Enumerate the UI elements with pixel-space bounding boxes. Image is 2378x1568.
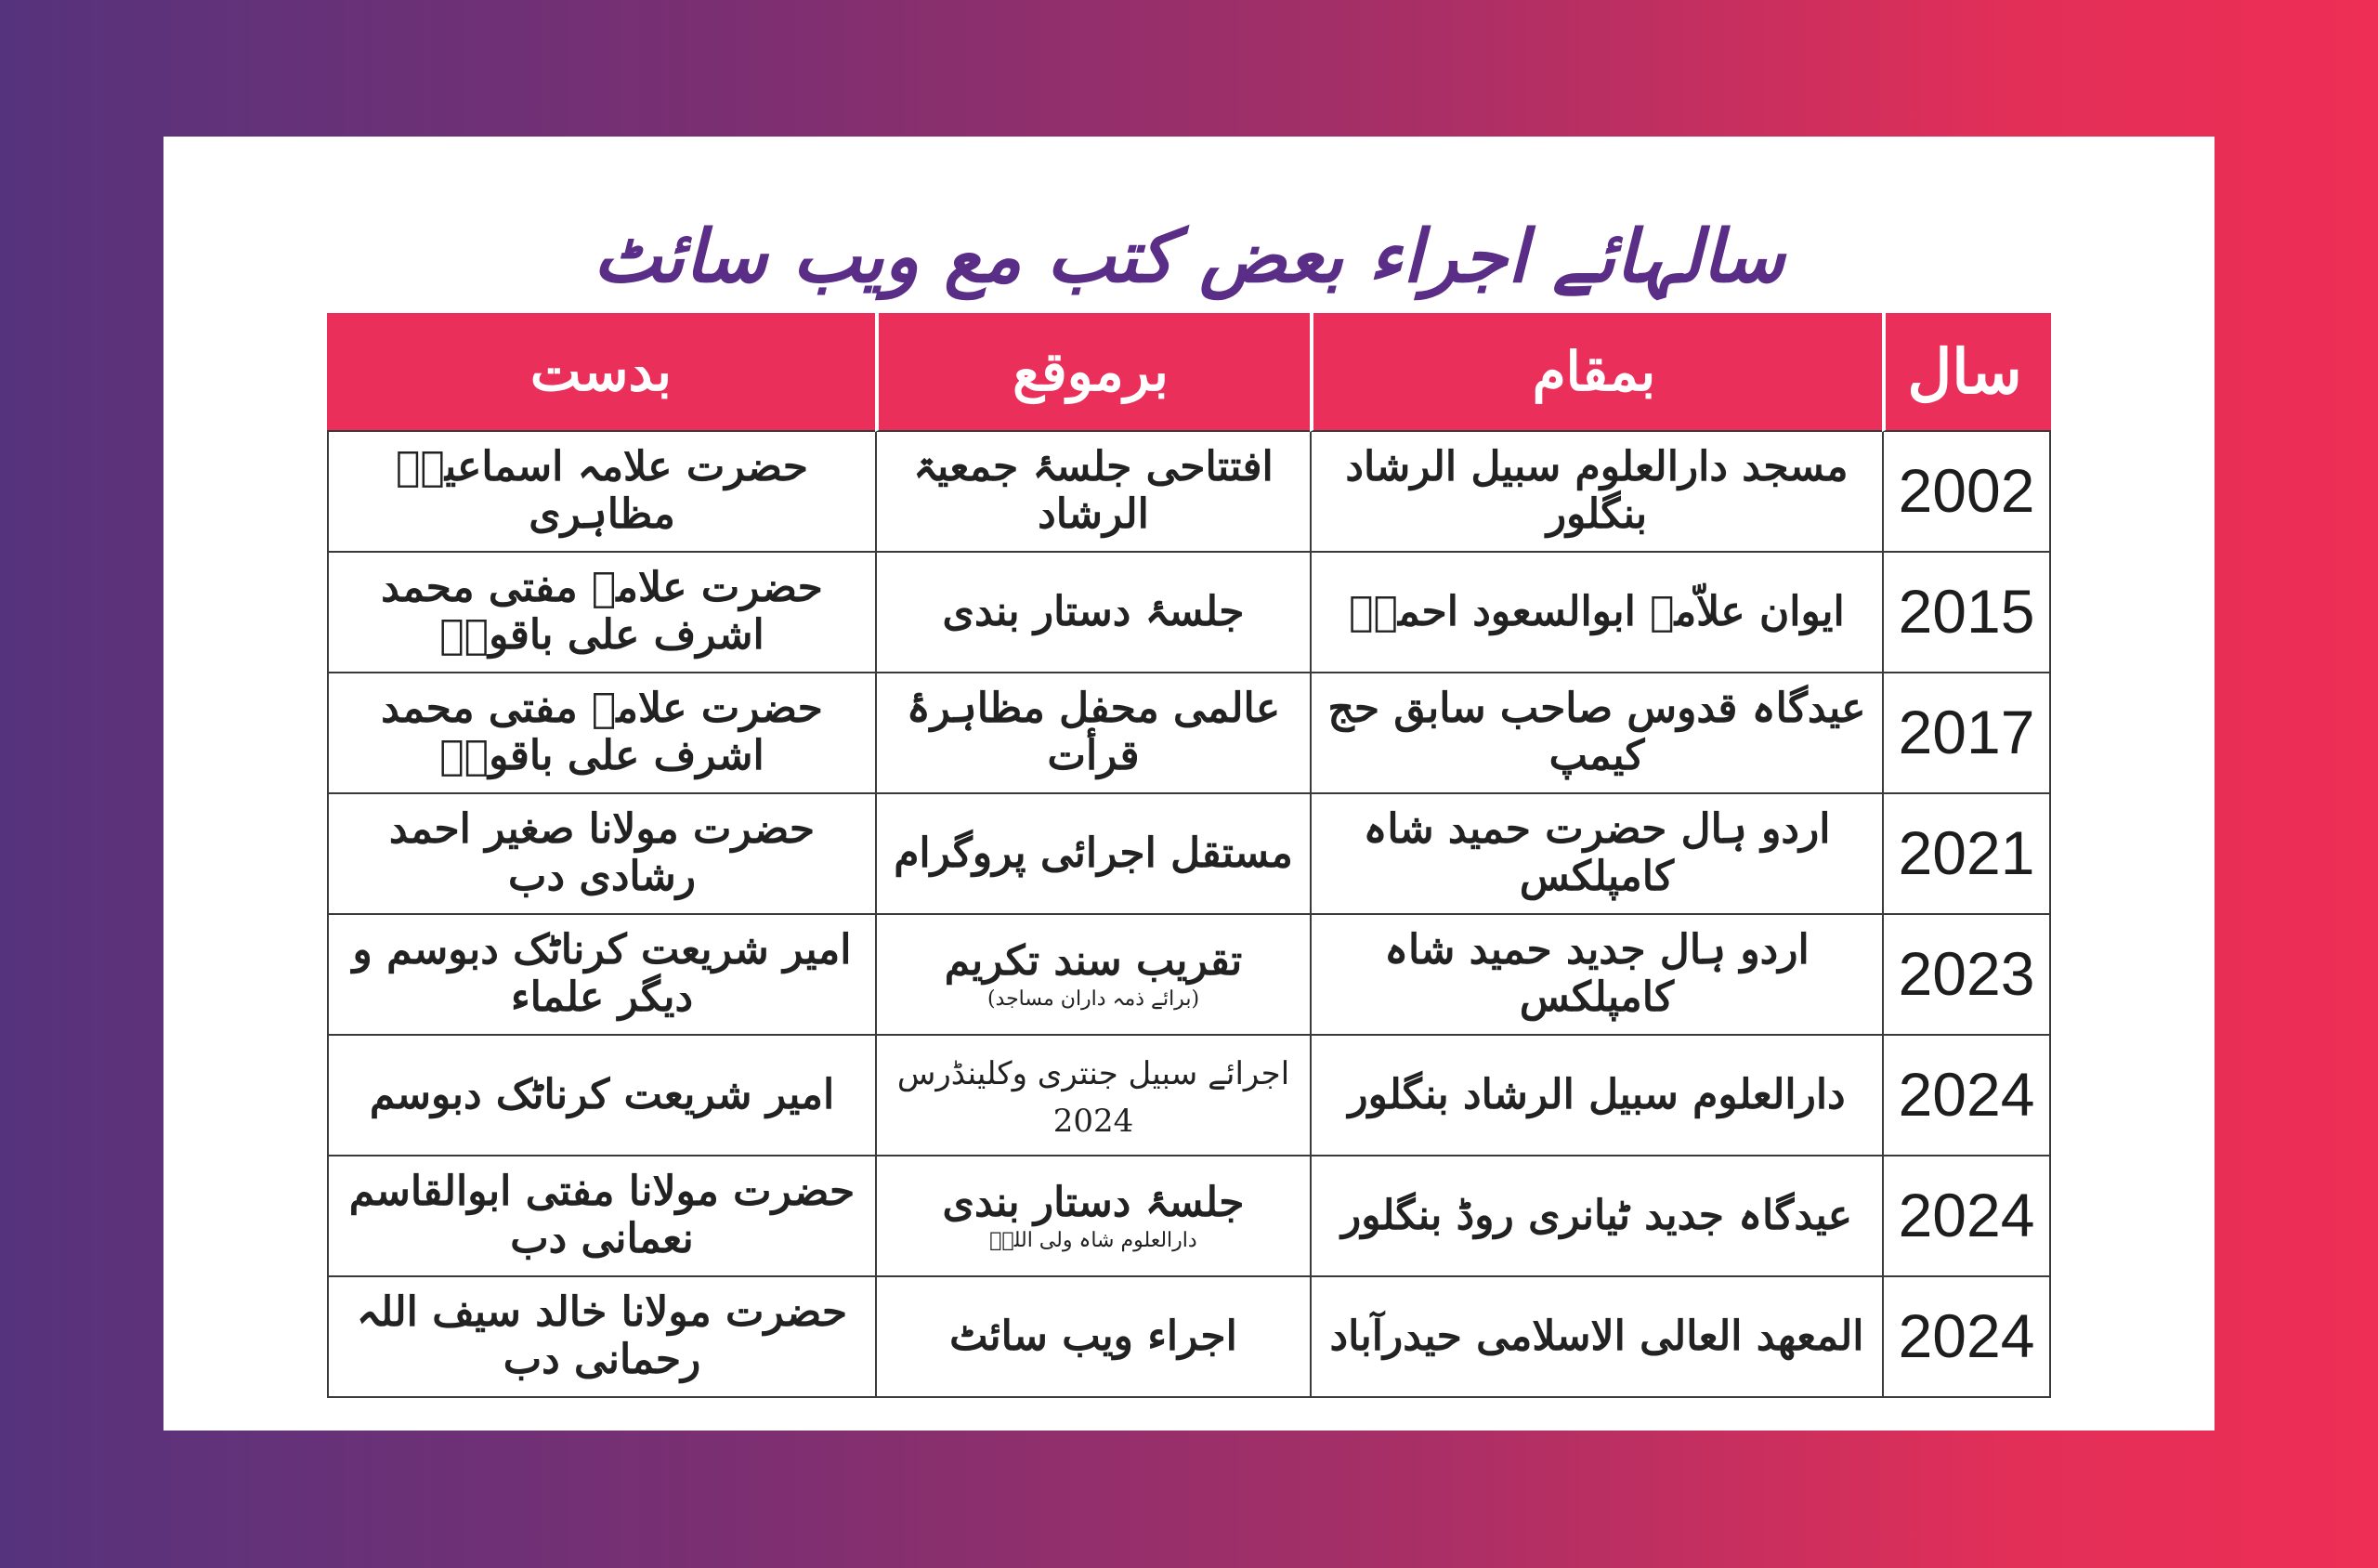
cell-year: 2002 <box>1882 432 2051 553</box>
cell-year: 2024 <box>1882 1156 2051 1277</box>
cell-year: 2023 <box>1882 915 2051 1036</box>
table-row <box>327 553 2051 673</box>
cell-year: 2024 <box>1882 1036 2051 1156</box>
cell-place: مسجد دارالعلوم سبیل الرشاد بنگلور <box>1310 432 1882 553</box>
releases-table <box>327 313 2051 1398</box>
cell-by: حضرت علامہ مفتی محمد اشرف علی باقویؒ <box>327 673 875 794</box>
cell-place: دارالعلوم سبیل الرشاد بنگلور <box>1310 1036 1882 1156</box>
cell-by: حضرت مولانا مفتی ابوالقاسم نعمانی دب <box>327 1156 875 1277</box>
occasion-main: افتتاحی جلسۂ جمعیۃ الرشاد <box>913 443 1274 538</box>
occasion-main: جلسۂ دستار بندی <box>942 587 1245 635</box>
cell-place: ایوان علاّمہ ابوالسعود احمدؒ <box>1310 553 1882 673</box>
cell-by: حضرت علامہ مفتی محمد اشرف علی باقویؒ <box>327 553 875 673</box>
cell-year: 2024 <box>1882 1277 2051 1398</box>
cell-occasion <box>875 1277 1310 1398</box>
table-row <box>327 1036 2051 1156</box>
occasion-main: اجرائے سبیل جنتری وکلینڈرس 2024 <box>896 1055 1290 1140</box>
cell-place: عیدگاہ جدید ٹیانری روڈ بنگلور <box>1310 1156 1882 1277</box>
cell-by: حضرت مولانا صغیر احمد رشادی دب <box>327 794 875 915</box>
table-row <box>327 915 2051 1036</box>
header-occasion: برموقع <box>875 313 1310 432</box>
cell-year: 2021 <box>1882 794 2051 915</box>
table-row <box>327 673 2051 794</box>
cell-occasion <box>875 794 1310 915</box>
cell-by: امیر شریعت کرناٹک دبوسم و دیگر علماء <box>327 915 875 1036</box>
cell-place: عیدگاہ قدوس صاحب سابق حج کیمپ <box>1310 673 1882 794</box>
table-row <box>327 432 2051 553</box>
table-row <box>327 1277 2051 1398</box>
occasion-subtext: دارالعلوم شاہ ولی اللہؒ <box>989 1228 1197 1252</box>
cell-place: اردو ہال حضرت حمید شاہ کامپلکس <box>1310 794 1882 915</box>
cell-by: امیر شریعت کرناٹک دبوسم <box>327 1036 875 1156</box>
cell-occasion <box>875 1036 1310 1156</box>
occasion-main: عالمی محفل مظاہرۂ قرأت <box>906 685 1281 779</box>
header-place: بمقام <box>1310 313 1882 432</box>
cell-year: 2017 <box>1882 673 2051 794</box>
cell-place: اردو ہال جدید حمید شاہ کامپلکس <box>1310 915 1882 1036</box>
cell-occasion <box>875 1156 1310 1277</box>
page-title: سالہائے اجراء بعض کتب مع ویب سائٹ <box>593 215 1785 299</box>
table-header-row <box>327 313 2051 432</box>
table-row <box>327 1156 2051 1277</box>
content-card <box>163 137 2215 1431</box>
header-year: سال <box>1882 313 2051 432</box>
occasion-main: تقریب سند تکریم <box>944 937 1243 986</box>
occasion-main: جلسۂ دستار بندی <box>942 1179 1245 1227</box>
cell-occasion <box>875 432 1310 553</box>
cell-occasion <box>875 915 1310 1036</box>
cell-year: 2015 <box>1882 553 2051 673</box>
cell-by: حضرت علامہ اسماعیلؒ مظاہری <box>327 432 875 553</box>
table-row <box>327 794 2051 915</box>
cell-occasion <box>875 553 1310 673</box>
cell-by: حضرت مولانا خالد سیف اللہ رحمانی دب <box>327 1277 875 1398</box>
occasion-main: مستقل اجرائی پروگرام <box>894 829 1293 877</box>
occasion-main: اجراء ویب سائٹ <box>949 1312 1237 1360</box>
cell-occasion <box>875 673 1310 794</box>
cell-place: المعهد العالی الاسلامی حیدرآباد <box>1310 1277 1882 1398</box>
header-by: بدست <box>327 313 875 432</box>
occasion-subtext: (برائے ذمہ داران مساجد) <box>986 987 1200 1011</box>
